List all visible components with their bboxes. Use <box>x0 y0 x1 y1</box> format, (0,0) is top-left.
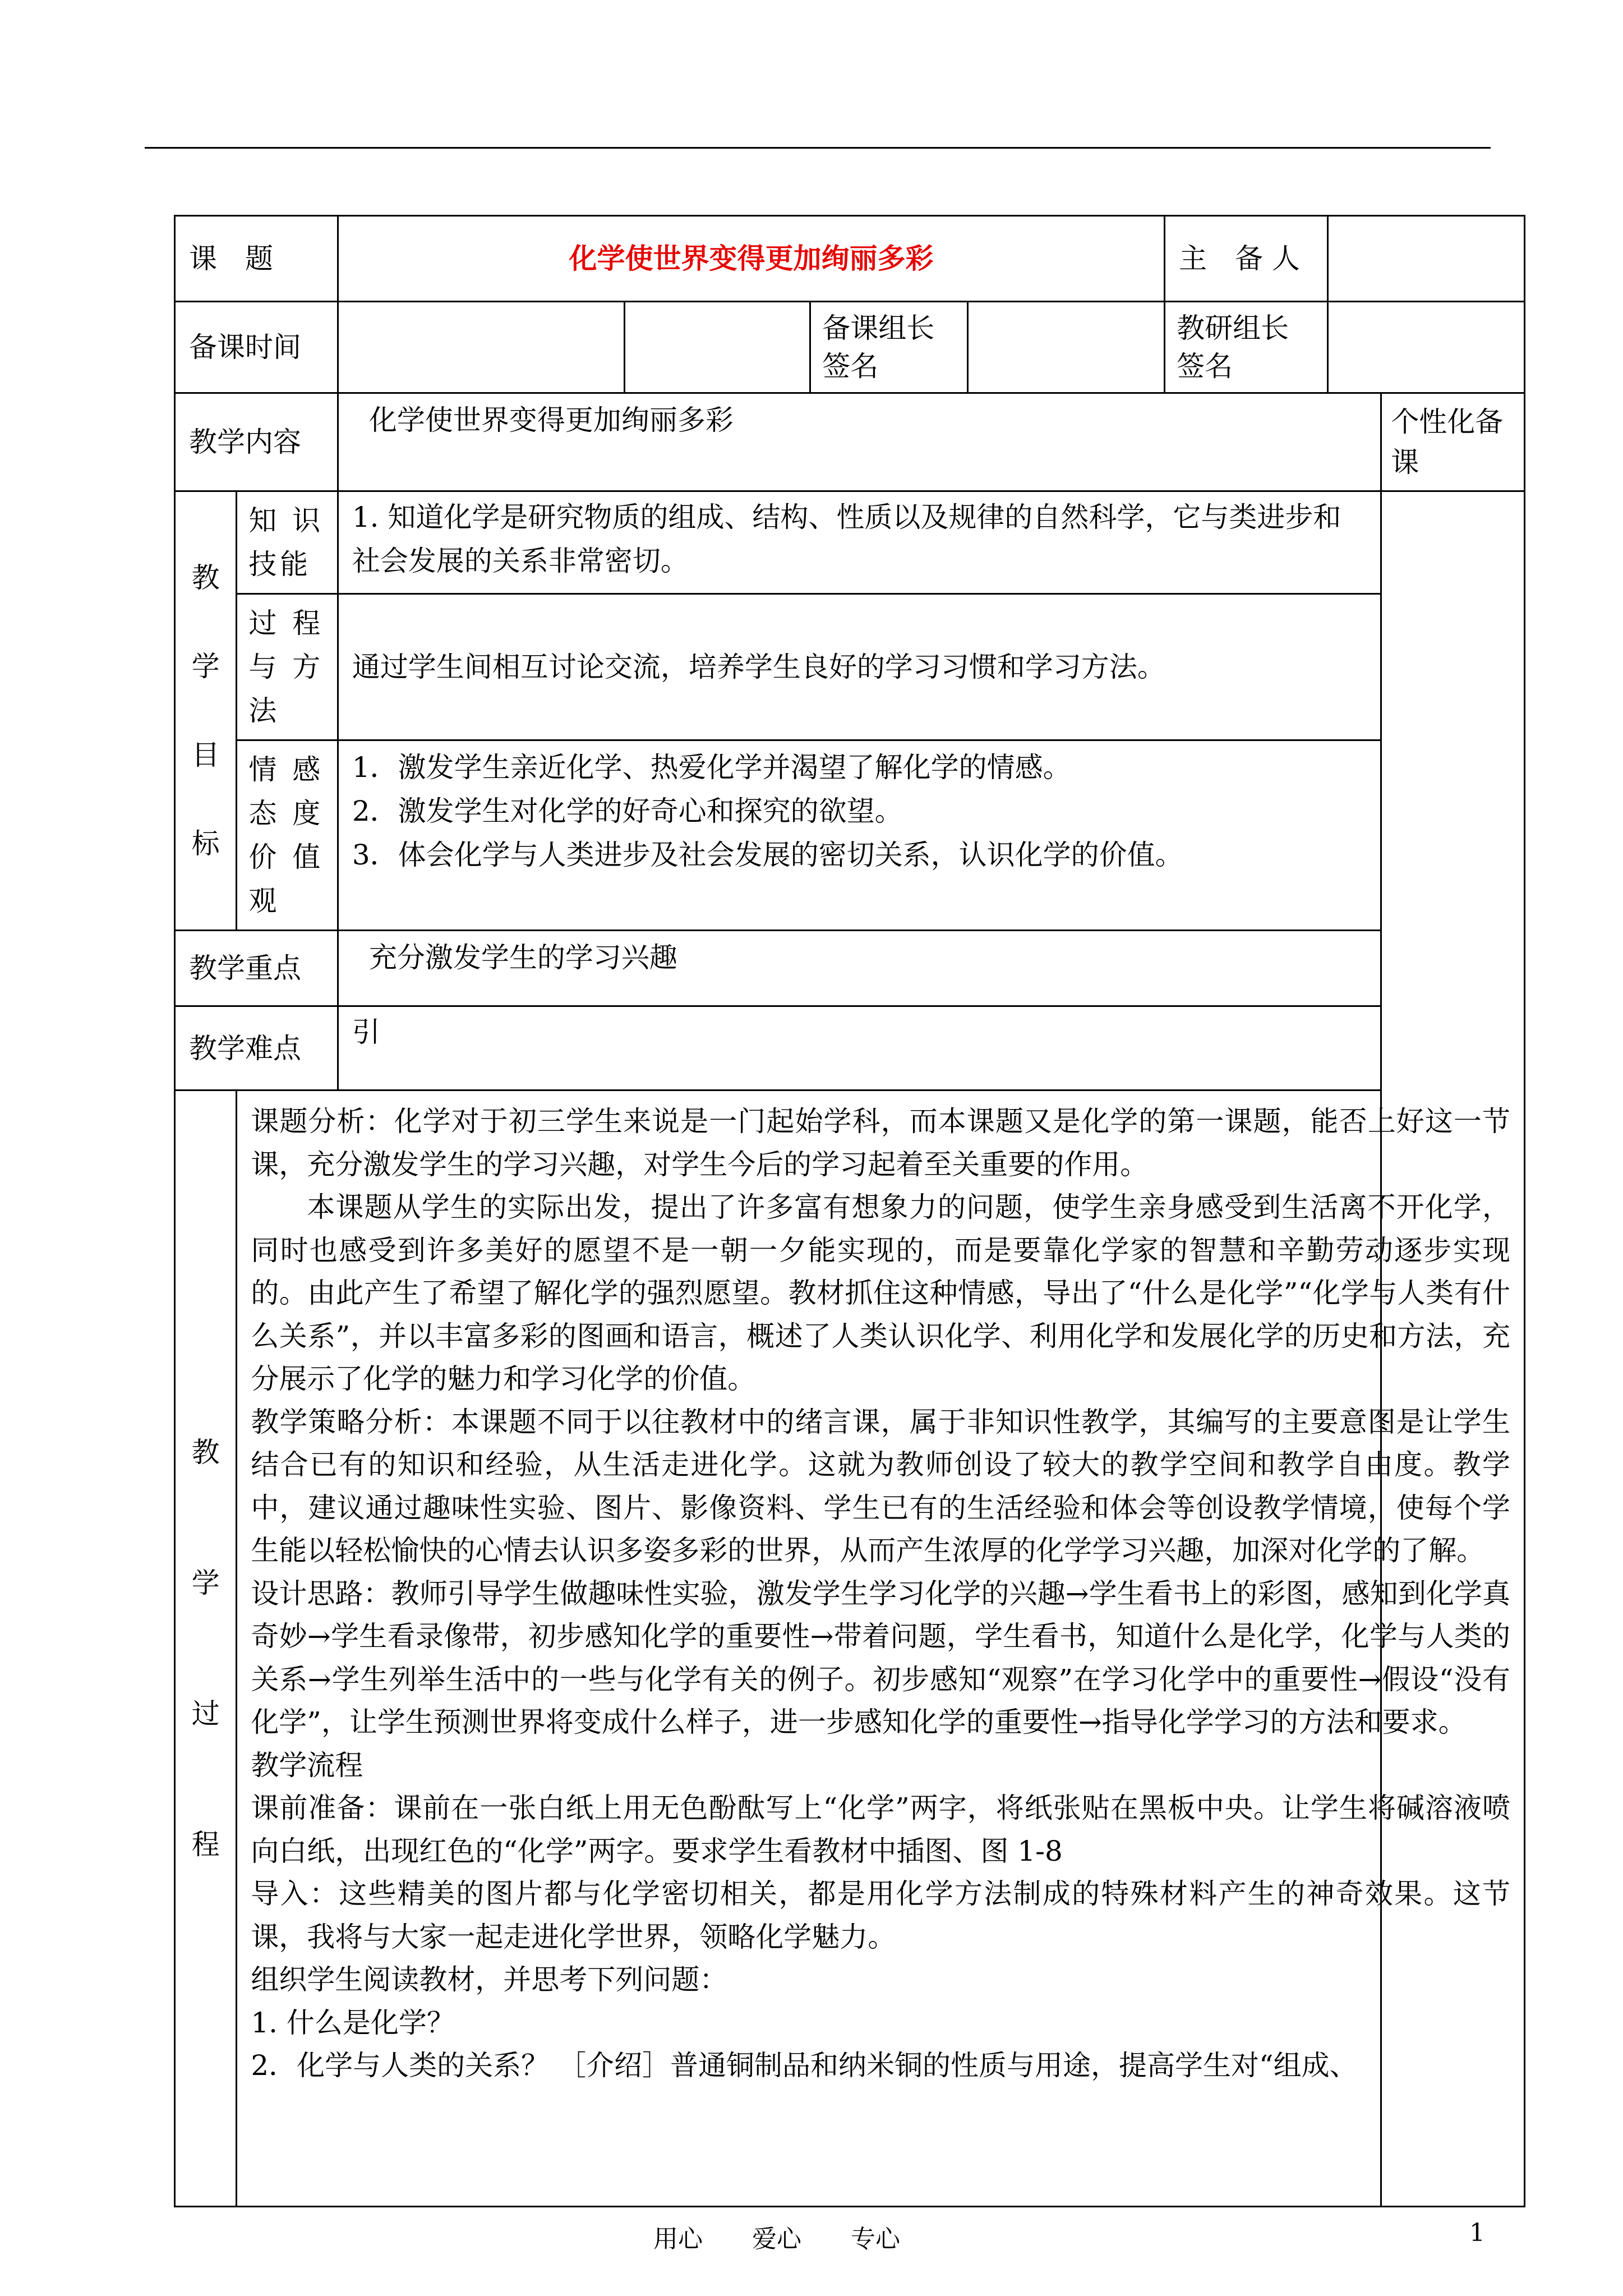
preparer-label: 主 备 人 <box>1165 216 1328 302</box>
row-process-method <box>175 594 1525 740</box>
header-rule <box>145 147 1491 149</box>
process-paragraph: 课题分析：化学对于初三学生来说是一门起始学科，而本课题又是化学的第一课题，能否上好这一节课，充分激发学生的学习兴趣，对学生今后的学习起着至关重要的作用。 <box>251 1105 1510 1181</box>
key-point-label: 教学重点 <box>175 931 338 1006</box>
prep-time-value <box>338 302 624 393</box>
prep-time-label: 备课时间 <box>175 302 338 393</box>
prep-time-extra <box>625 302 810 393</box>
row-knowledge <box>175 491 1525 594</box>
content-label: 教学内容 <box>175 393 338 491</box>
personal-prep-label: 个性化备课 <box>1381 393 1525 491</box>
difficulty-text: 引 <box>338 1006 1381 1091</box>
row-prep-time <box>175 302 1525 393</box>
knowledge-text: 1. 知道化学是研究物质的组成、结构、性质以及规律的自然科学，它与类进步和社会发展的关系非常密切。 <box>338 491 1381 594</box>
lesson-title: 化学使世界变得更加绚丽多彩 <box>338 216 1164 302</box>
preparer-value <box>1327 216 1524 302</box>
process-method-label: 过 程与 方法 <box>237 594 338 740</box>
emotion-text <box>338 740 1381 931</box>
emotion-item: 1．激发学生亲近化学、热爱化学并渴望了解化学的情感。 <box>352 751 1071 784</box>
row-content <box>175 393 1525 491</box>
process-paragraph: 课前准备：课前在一张白纸上用无色酚酞写上“化学”两字，将纸张贴在黑板中央。让学生将碱溶液喷向白纸，出现红色的“化学”两字。要求学生看教材中插图、图 1-8 <box>251 1792 1510 1867</box>
row-topic <box>175 216 1525 302</box>
emotion-item: 3．体会化学与人类进步及社会发展的密切关系，认识化学的价值。 <box>352 839 1183 871</box>
group-leader-signature <box>968 302 1165 393</box>
knowledge-label: 知 识技能 <box>237 491 338 594</box>
process-paragraph: 组织学生阅读教材，并思考下列问题： <box>251 1963 728 1996</box>
topic-label: 课 题 <box>175 216 338 302</box>
difficulty-label: 教学难点 <box>175 1006 338 1091</box>
row-emotion <box>175 740 1525 931</box>
process-paragraph: 教学策略分析：本课题不同于以往教材中的绪言课，属于非知识性教学，其编写的主要意图是让学生结合已有的知识和经验，从生活走进化学。这就为教师创设了较大的教学空间和教学自由度。教学中，建议通过趣味性实验、图片、影像资料、学生已有的生活经验和体会等创设教学情境，使每个学生能以轻松愉快的心情去认识多姿多彩的世界，从而产生浓厚的化学学习兴趣，加深对化学的了解。 <box>251 1405 1510 1567</box>
row-teaching-process <box>175 1091 1525 2207</box>
process-text <box>237 1091 1525 2207</box>
key-point-text: 充分激发学生的学习兴趣 <box>338 931 1381 1006</box>
row-difficulty <box>175 1006 1525 1091</box>
goals-label: 教 学 目 标 <box>175 491 237 931</box>
row-key-point <box>175 931 1525 1006</box>
process-method-text: 通过学生间相互讨论交流，培养学生良好的学习习惯和学习方法。 <box>338 594 1381 740</box>
content-value: 化学使世界变得更加绚丽多彩 <box>338 393 1381 491</box>
process-paragraph: 2．化学与人类的关系？ ［介绍］普通铜制品和纳米铜的性质与用途，提高学生对“组成、 <box>251 2049 1358 2082</box>
process-paragraph: 设计思路：教师引导学生做趣味性实验，激发学生学习化学的兴趣→学生看书上的彩图，感知到化学真奇妙→学生看录像带，初步感知化学的重要性→带着问题，学生看书，知道什么是化学，化学与人类的关系→学生列举生活中的一些与化学有关的例子。初步感知“观察”在学习化学中的重要性→假设“没有化学”，让学生预测世界将变成什么样子，进一步感知化学的重要性→指导化学学习的方法和要求。 <box>251 1577 1510 1738</box>
page-number: 1 <box>1469 2219 1485 2247</box>
research-leader-signature <box>1327 302 1524 393</box>
footer-motto: 用心 爱心 专心 <box>653 2225 900 2253</box>
process-paragraph: 本课题从学生的实际出发，提出了许多富有想象力的问题，使学生亲身感受到生活离不开化学，同时也感受到许多美好的愿望不是一朝一夕能实现的，而是要靠化学家的智慧和辛勤劳动逐步实现的。由此产生了希望了解化学的强烈愿望。教材抓住这种情感，导出了“什么是化学”“化学与人类有什么关系”，并以丰富多彩的图画和语言，概述了人类认识化学、利用化学和发展化学的历史和方法，充分展示了化学的魅力和学习化学的价值。 <box>251 1191 1510 1395</box>
process-label: 教 学 过 程 <box>175 1091 237 2207</box>
emotion-label: 情 感态 度价 值观 <box>237 740 338 931</box>
lesson-plan-table <box>174 215 1525 2207</box>
process-paragraph: 导入：这些精美的图片都与化学密切相关，都是用化学方法制成的特殊材料产生的神奇效果。这节课，我将与大家一起走进化学世界，领略化学魅力。 <box>251 1878 1510 1953</box>
emotion-item: 2．激发学生对化学的好奇心和探究的欲望。 <box>352 795 903 827</box>
group-leader-label: 备课组长签名 <box>810 302 968 393</box>
process-paragraph: 教学流程 <box>251 1749 363 1782</box>
research-leader-label: 教研组长签名 <box>1165 302 1328 393</box>
process-paragraph: 1. 什么是化学？ <box>251 2006 455 2039</box>
